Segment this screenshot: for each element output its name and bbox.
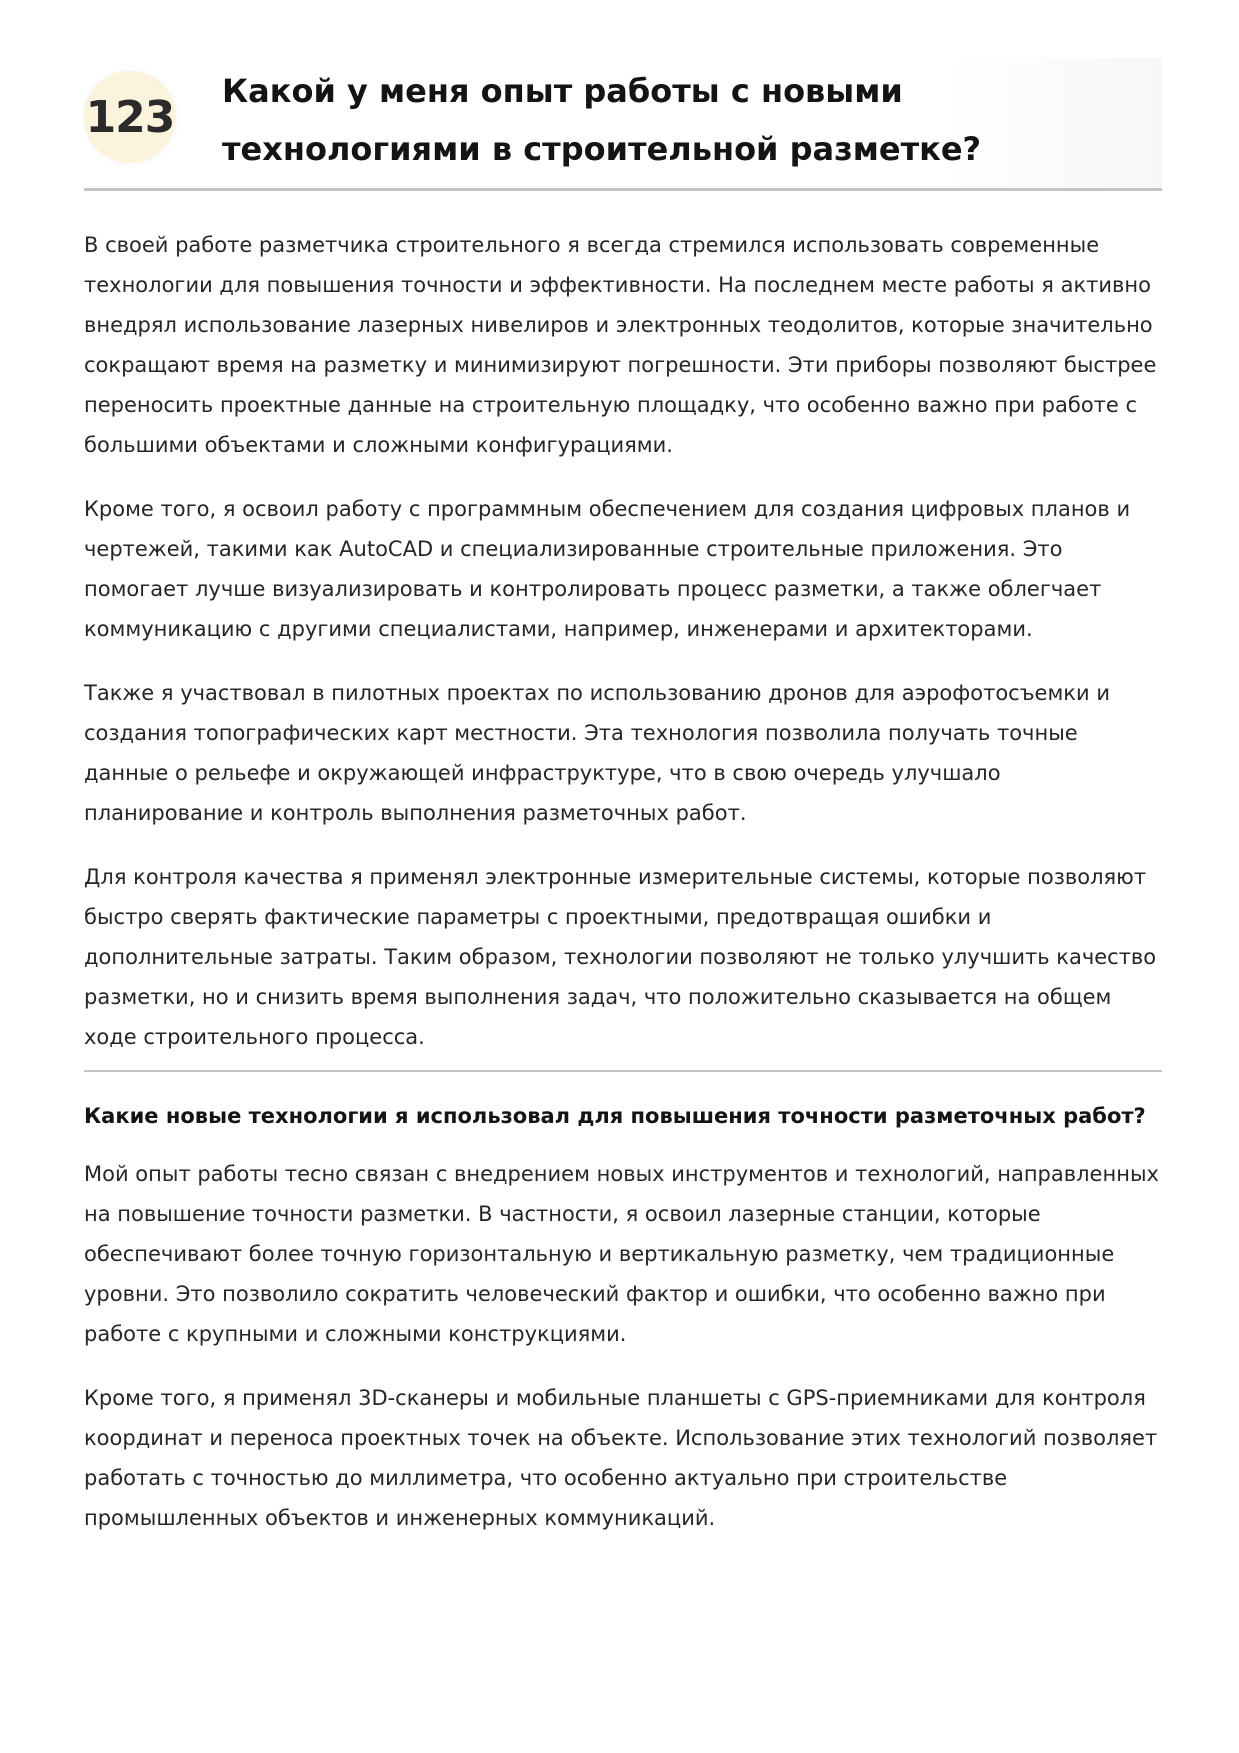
followup-question-heading: Какие новые технологии я использовал для повышения точности разметочных работ? — [84, 1104, 1146, 1128]
followup-section — [84, 1096, 1162, 1538]
answer-paragraph: Для контроля качества я применял электронные измерительные системы, которые позволяют быстро сверять фактические параметры с проектными, предотвращая ошибки и дополнительные затраты. Таким образом, технологии позволяют не только улучшить качество разметки, но и снизить время выполнения задач, что положительно сказывается на общем ходе строительного процесса. — [84, 865, 1157, 1049]
answer-section — [84, 225, 1162, 1057]
section-divider — [84, 1070, 1162, 1072]
document-page — [84, 58, 1162, 1562]
answer-paragraph: В своей работе разметчика строительного я всегда стремился использовать современные технологии для повышения точности и эффективности. На последнем месте работы я активно внедрял использование лазерных нивелиров и электронных теодолитов, которые значительно сокращают время на разметку и минимизируют погрешности. Эти приборы позволяют быстрее переносить проектные данные на строительную площадку, что особенно важно при работе с большими объектами и сложными конфигурациями. — [84, 233, 1157, 457]
followup-paragraph: Мой опыт работы тесно связан с внедрением новых инструментов и технологий, направленных на повышение точности разметки. В частности, я освоил лазерные станции, которые обеспечивают более точную горизонтальную и вертикальную разметку, чем традиционные уровни. Это позволило сократить человеческий фактор и ошибки, что особенно важно при работе с крупными и сложными конструкциями. — [84, 1162, 1159, 1346]
answer-paragraph: Также я участвовал в пилотных проектах по использованию дронов для аэрофотосъемки и создания топографических карт местности. Эта технология позволила получать точные данные о рельефе и окружающей инфраструктуре, что в свою очередь улучшало планирование и контроль выполнения разметочных работ. — [84, 681, 1110, 825]
question-title: Какой у меня опыт работы с новыми технологиями в строительной разметке? — [222, 72, 982, 168]
question-header — [84, 58, 1162, 191]
answer-paragraph: Кроме того, я освоил работу с программным обеспечением для создания цифровых планов и чертежей, такими как AutoCAD и специализированные строительные приложения. Это помогает лучше визуализировать и контролировать процесс разметки, а также облегчает коммуникацию с другими специалистами, например, инженерами и архитекторами. — [84, 497, 1131, 641]
question-number-badge: 123 — [84, 71, 176, 163]
followup-paragraph: Кроме того, я применял 3D-сканеры и мобильные планшеты с GPS-приемниками для контроля координат и переноса проектных точек на объекте. Использование этих технологий позволяет работать с точностью до миллиметра, что особенно актуально при строительстве промышленных объектов и инженерных коммуникаций. — [84, 1386, 1158, 1530]
